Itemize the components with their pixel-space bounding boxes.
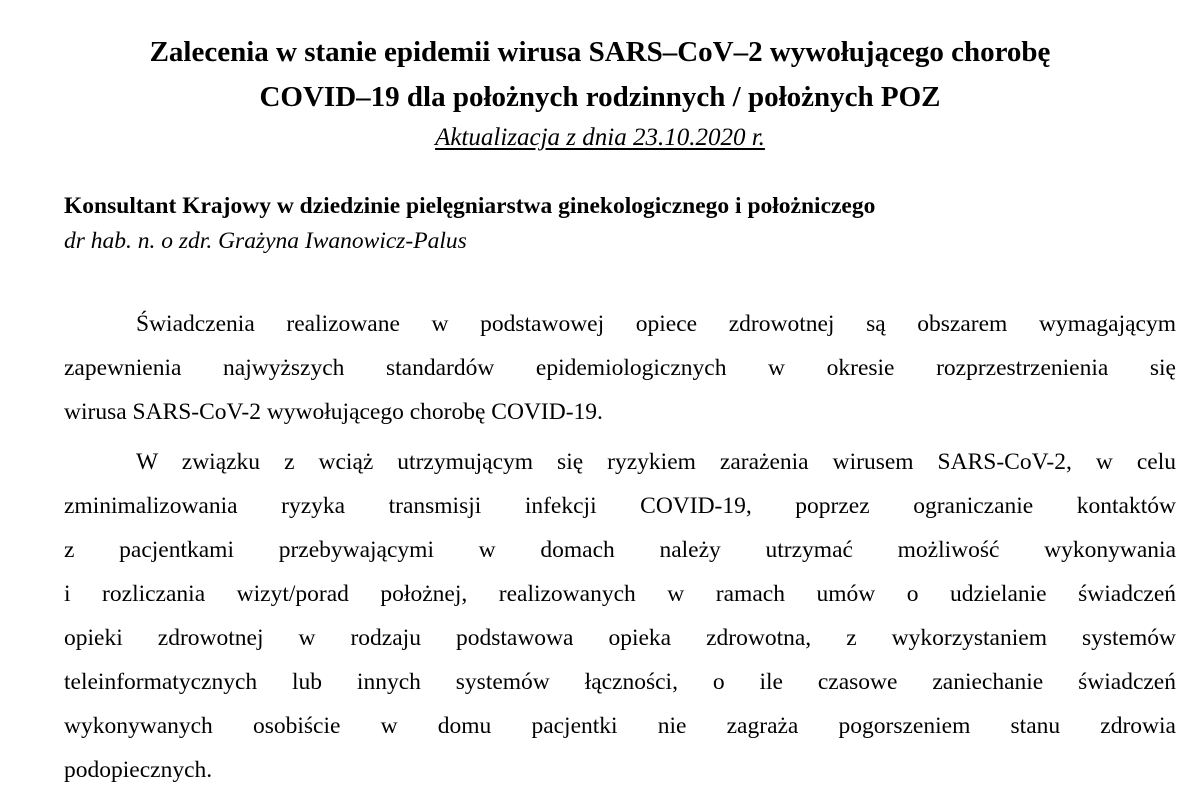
- paragraph-line: z pacjentkami przebywającymi w domach należy utrzymać możliwość wykonywania: [64, 537, 1176, 563]
- paragraph-line: wykonywanych osobiście w domu pacjentki nie zagraża pogorszeniem stanu zdrowia: [64, 713, 1176, 739]
- paragraph-1: [64, 302, 1176, 434]
- paragraph-line: zapewnienia najwyższych standardów epidemiologicznych w okresie rozprzestrzenienia się: [64, 355, 1176, 381]
- paragraph-line: teleinformatycznych lub innych systemów łączności, o ile czasowe zaniechanie świadczeń: [64, 669, 1176, 695]
- consultant-heading: Konsultant Krajowy w dziedzinie pielęgniarstwa ginekologicznego i położniczego: [64, 193, 876, 219]
- paragraph-line: W związku z wciąż utrzymującym się ryzykiem zarażenia wirusem SARS-CoV-2, w celu: [136, 449, 1176, 475]
- paragraph-2: [64, 440, 1176, 792]
- update-date: Aktualizacja z dnia 23.10.2020 r.: [435, 124, 765, 151]
- paragraph-line: Świadczenia realizowane w podstawowej opiece zdrowotnej są obszarem wymagającym: [136, 311, 1176, 337]
- paragraph-line: i rozliczania wizyt/porad położnej, realizowanych w ramach umów o udzielanie świadczeń: [64, 581, 1176, 607]
- document-title-line-2: COVID–19 dla położnych rodzinnych / położnych POZ: [259, 81, 941, 113]
- paragraph-line: podopiecznych.: [64, 757, 213, 783]
- paragraph-line: wirusa SARS-CoV-2 wywołującego chorobę COVID-19.: [64, 399, 603, 425]
- paragraph-line: zminimalizowania ryzyka transmisji infekcji COVID-19, poprzez ograniczanie kontaktów: [64, 493, 1176, 519]
- paragraph-line: opieki zdrowotnej w rodzaju podstawowa opieka zdrowotna, z wykorzystaniem systemów: [64, 625, 1176, 651]
- author-name: dr hab. n. o zdr. Grażyna Iwanowicz-Palus: [64, 228, 467, 254]
- document-title-line-1: Zalecenia w stanie epidemii wirusa SARS–CoV–2 wywołującego chorobę: [149, 36, 1051, 68]
